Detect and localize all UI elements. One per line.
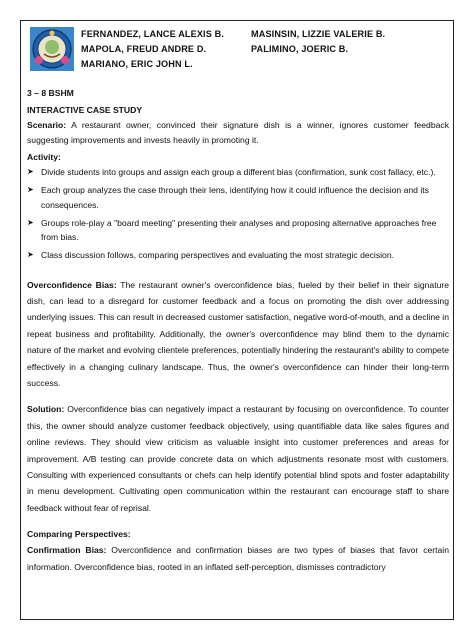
member-name: FERNANDEZ, LANCE ALEXIS B. <box>81 29 225 39</box>
scenario-text: A restaurant owner, convinced their signature dish is a winner, ignores customer feedback suggesting improvements and invests heavily in promoting it. <box>27 120 449 145</box>
list-item <box>27 216 449 245</box>
confirmation-paragraph <box>27 542 449 575</box>
arrow-bullet-icon: ➤ <box>27 250 34 260</box>
solution-text: Overconfidence bias can negatively impact a restaurant by focusing on overconfidence. To counter this, the owner should analyze customer feedback objectively, using quantifiable data like sales figures and online reviews. They should view criticism as valuable insight into customer preferences and areas for improvement. A/B testing can provide concrete data on which adjustments resonate most with customers. Consulting with experienced consultants or chefs can help identify potential blind spots and foster adaptability in menu development. Cultivating open communication within the restaurant can encourage staff to share feedback without fear of reprisal. <box>27 404 449 513</box>
activity-list <box>27 165 449 263</box>
solution-paragraph <box>27 401 449 516</box>
solution-label: Solution: <box>27 404 65 415</box>
arrow-bullet-icon: ➤ <box>27 167 34 176</box>
member-name: MASINSIN, LIZZIE VALERIE B. <box>251 29 386 39</box>
group-members-left <box>81 27 224 72</box>
overconfidence-paragraph <box>27 277 449 392</box>
scenario-paragraph <box>27 118 449 148</box>
comparing-label: Comparing Perspectives: <box>27 529 131 540</box>
document-title: INTERACTIVE CASE STUDY <box>27 105 143 115</box>
confirmation-label: Confirmation Bias: <box>27 545 107 556</box>
confirmation-text: Overconfidence and confirmation biases are two types of biases that favor certain information. Overconfidence bias, rooted in an inflated self-perception, dismisses contradictory <box>27 545 449 572</box>
group-members-right <box>251 27 385 57</box>
document-header <box>27 23 449 87</box>
list-item-text: Groups role-play a "board meeting" presenting their analyses and proposing alternative approaches free from bias. <box>41 217 437 243</box>
overconfidence-label: Overconfidence Bias: <box>27 279 117 290</box>
overconfidence-text: The restaurant owner's overconfidence bias, fueled by their belief in their signature dish, can lead to a disregard for customer feedback and a focus on promoting the dish over addressing underlying issues. This can result in decreased customer satisfaction, negative word-of-mouth, and a decline in repeat business and profitability. Additionally, the owner's overconfidence may blind them to the dynamic nature of the market and evolving clientele preferences, potentially hindering the restaurant's ability to compete effectively in a changing culinary landscape. Thus, the owner's overconfidence can hinder their long-term success. <box>27 279 450 388</box>
member-name: MARIANO, ERIC JOHN L. <box>81 59 193 69</box>
list-item-text: Each group analyzes the case through their lens, identifying how it could influence the decision and its consequences. <box>41 185 429 210</box>
member-name: MAPOLA, FREUD ANDRE D. <box>81 44 207 54</box>
list-item <box>27 165 449 180</box>
document-content <box>27 23 449 575</box>
list-item <box>27 248 449 263</box>
arrow-bullet-icon: ➤ <box>27 185 34 195</box>
list-item-text: Divide students into groups and assign each group a different bias (confirmation, sunk cost fallacy, etc.). <box>41 167 436 177</box>
list-item-text: Class discussion follows, comparing perspectives and evaluating the most strategic decision. <box>41 250 394 261</box>
member-name: PALIMINO, JOERIC B. <box>251 44 349 54</box>
scenario-label: Scenario: <box>27 120 67 130</box>
list-item <box>27 183 449 212</box>
school-logo-icon <box>30 27 74 71</box>
activity-label: Activity: <box>27 152 61 162</box>
class-section: 3 – 8 BSHM <box>27 88 74 98</box>
arrow-bullet-icon: ➤ <box>27 217 34 227</box>
